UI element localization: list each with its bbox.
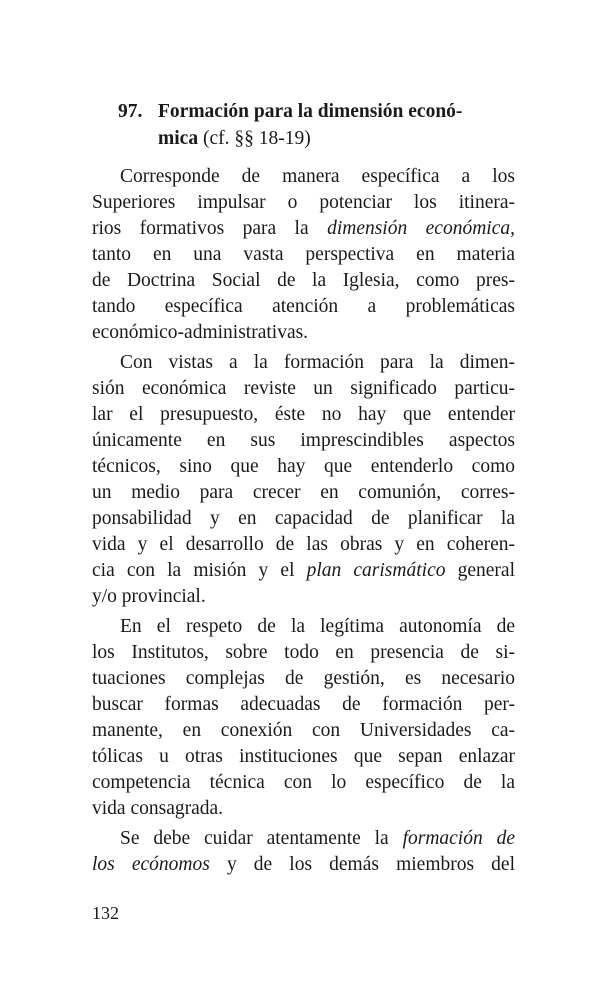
text-line <box>92 558 515 584</box>
text-line <box>92 852 515 878</box>
text-line <box>92 480 515 506</box>
italic-text: formación de <box>402 828 515 849</box>
text-line <box>92 826 515 852</box>
text-line <box>92 506 515 532</box>
text-line <box>92 402 515 428</box>
text-run: y/o provincial. <box>92 586 206 607</box>
italic-text: plan carismático <box>306 560 446 581</box>
text-run: Corresponde de manera específica a los <box>120 166 515 187</box>
page-number: 132 <box>92 903 119 923</box>
text-line <box>92 692 515 718</box>
text-run: tanto en una vasta perspectiva en materia <box>92 244 515 265</box>
text-run: vida consagrada. <box>92 798 224 819</box>
text-run: un medio para crecer en comunión, corres- <box>92 482 515 503</box>
text-line <box>92 190 515 216</box>
section-heading <box>92 98 515 152</box>
text-run: , <box>510 218 515 239</box>
text-line <box>92 744 515 770</box>
paragraph <box>92 614 515 822</box>
text-run: técnicos, sino que hay que entenderlo como <box>92 456 515 477</box>
text-run: tuaciones complejas de gestión, es necesario <box>92 668 515 689</box>
text-run: Con vistas a la formación para la dimen- <box>120 352 515 373</box>
text-line <box>92 294 515 320</box>
text-run: manente, en conexión con Universidades ca- <box>92 720 515 741</box>
text-run: únicamente en sus imprescindibles aspectos <box>92 430 515 451</box>
text-run: Se debe cuidar atentamente la <box>120 828 403 849</box>
paragraph <box>92 826 515 878</box>
text-run: general <box>445 560 515 581</box>
text-run: cia con la misión y el <box>92 560 307 581</box>
text-run: de Doctrina Social de la Iglesia, como pres- <box>92 270 515 291</box>
text-line <box>92 376 515 402</box>
paragraph <box>92 350 515 610</box>
text-line <box>92 640 515 666</box>
body-text <box>92 164 515 878</box>
text-run: económico-administrativas. <box>92 322 309 343</box>
text-line <box>92 454 515 480</box>
text-line <box>92 796 515 822</box>
section-title-line2 <box>118 125 515 152</box>
text-line <box>92 350 515 376</box>
text-line <box>92 584 515 610</box>
text-run: y de los demás miembros del <box>209 854 515 875</box>
text-line <box>92 718 515 744</box>
section-number: 97. <box>118 101 143 122</box>
text-line <box>92 532 515 558</box>
text-run: tando específica atención a problemáticas <box>92 296 515 317</box>
text-line <box>92 666 515 692</box>
section-title-line1: Formación para la dimensión econó- <box>158 101 463 122</box>
text-line <box>92 164 515 190</box>
text-line <box>92 614 515 640</box>
text-run: vida y el desarrollo de las obras y en coheren- <box>92 534 515 555</box>
text-run: tólicas u otras instituciones que sepan enlazar <box>92 746 515 767</box>
italic-text: dimensión económica <box>327 218 511 239</box>
text-run: Superiores impulsar o potenciar los itinera- <box>92 192 515 213</box>
text-run: buscar formas adecuadas de formación per- <box>92 694 515 715</box>
section-title-continuation: mica <box>158 128 199 149</box>
section-cross-reference: (cf. §§ 18-19) <box>198 128 311 149</box>
text-run: En el respeto de la legítima autonomía de <box>120 616 515 637</box>
paragraph <box>92 164 515 346</box>
text-line <box>92 242 515 268</box>
italic-text: los ecónomos <box>92 854 210 875</box>
text-line <box>92 216 515 242</box>
text-line <box>92 320 515 346</box>
book-page <box>92 98 515 882</box>
text-run: los Institutos, sobre todo en presencia de si- <box>92 642 515 663</box>
text-line <box>92 770 515 796</box>
text-run: competencia técnica con lo específico de la <box>92 772 515 793</box>
text-line <box>92 428 515 454</box>
text-line <box>92 268 515 294</box>
text-run: sión económica reviste un significado particu- <box>92 378 515 399</box>
text-run: ponsabilidad y en capacidad de planificar la <box>92 508 515 529</box>
text-run: lar el presupuesto, éste no hay que entender <box>92 404 515 425</box>
text-run: rios formativos para la <box>92 218 328 239</box>
